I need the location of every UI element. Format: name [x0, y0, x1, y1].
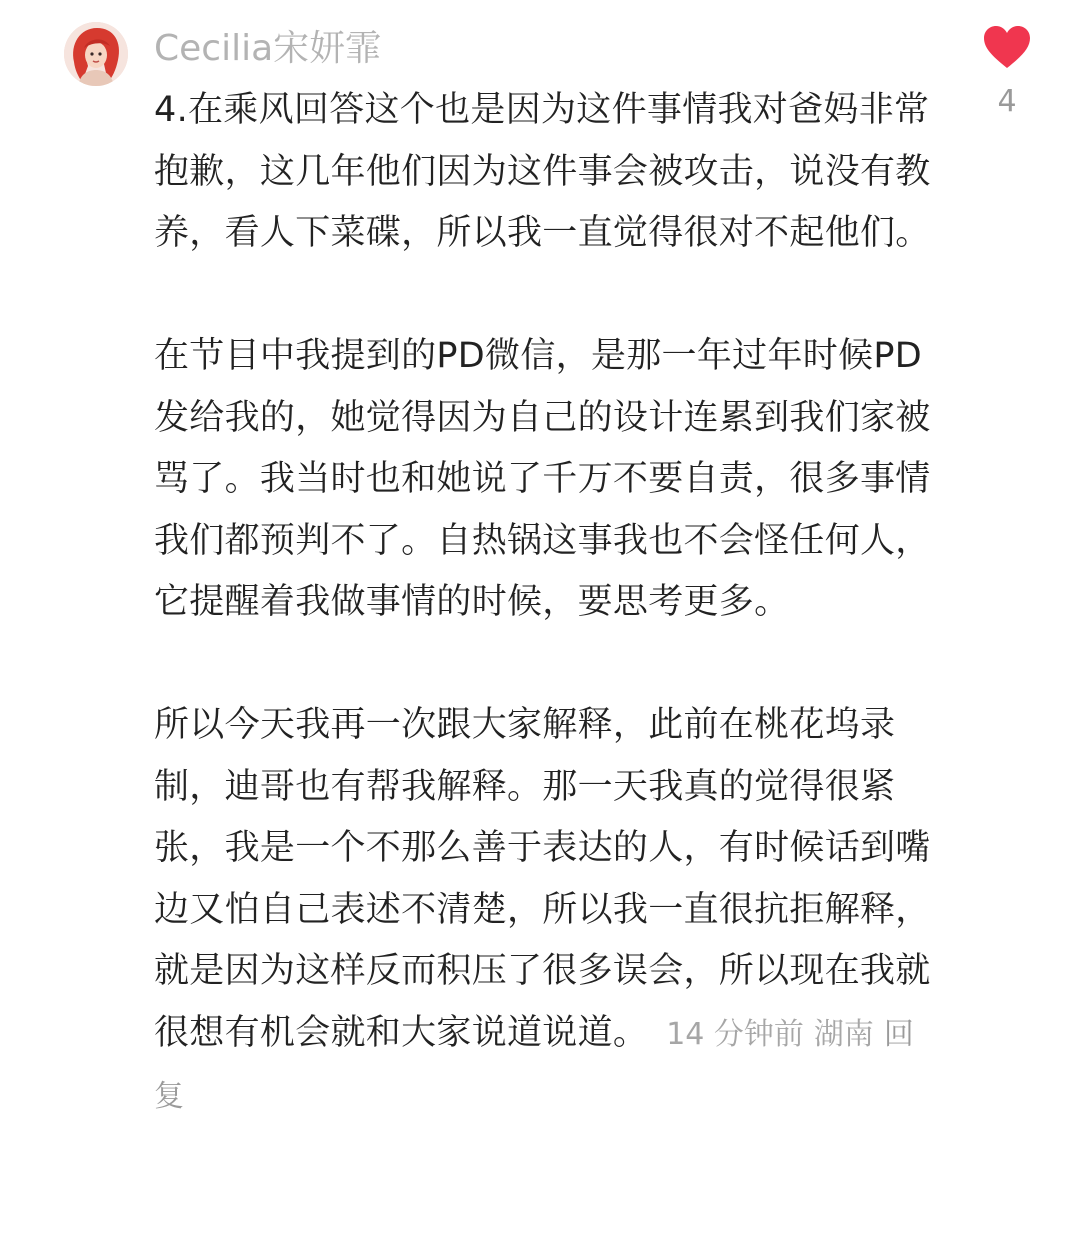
comment-body	[154, 80, 934, 1128]
comment-paragraph-1: 4.在乘风回答这个也是因为这件事情我对爸妈非常抱歉，这几年他们因为这件事会被攻击，说没有教养，看人下菜碟，所以我一直觉得很对不起他们。	[154, 90, 931, 253]
like-count: 4	[997, 84, 1017, 119]
like-button[interactable]	[972, 24, 1042, 120]
comment-location: 湖南	[813, 1016, 874, 1052]
reply-button[interactable]: 回复	[154, 1016, 914, 1114]
heart-icon[interactable]	[982, 24, 1032, 70]
username[interactable]: Cecilia宋妍霏	[154, 28, 382, 69]
avatar-image	[64, 22, 128, 86]
comment-paragraph-2: 在节目中我提到的PD微信，是那一年过年时候PD发给我的，她觉得因为自己的设计连累到我们家被骂了。我当时也和她说了千万不要自责，很多事情我们都预判不了。自热锅这事我也不会怪任何人，它提醒着我做事情的时候，要思考更多。	[154, 336, 931, 622]
comment-paragraph-3-text: 所以今天我再一次跟大家解释，此前在桃花坞录制，迪哥也有帮我解释。那一天我真的觉得很紧张，我是一个不那么善于表达的人，有时候话到嘴边又怕自己表述不清楚，所以我一直很抗拒解释，就是因为这样反而积压了很多误会，所以现在我就很想有机会就和大家说道说道。	[154, 705, 931, 1053]
comment-paragraph-3	[154, 695, 934, 1128]
comment-timestamp: 14 分钟前	[666, 1016, 804, 1052]
avatar[interactable]	[64, 22, 128, 86]
